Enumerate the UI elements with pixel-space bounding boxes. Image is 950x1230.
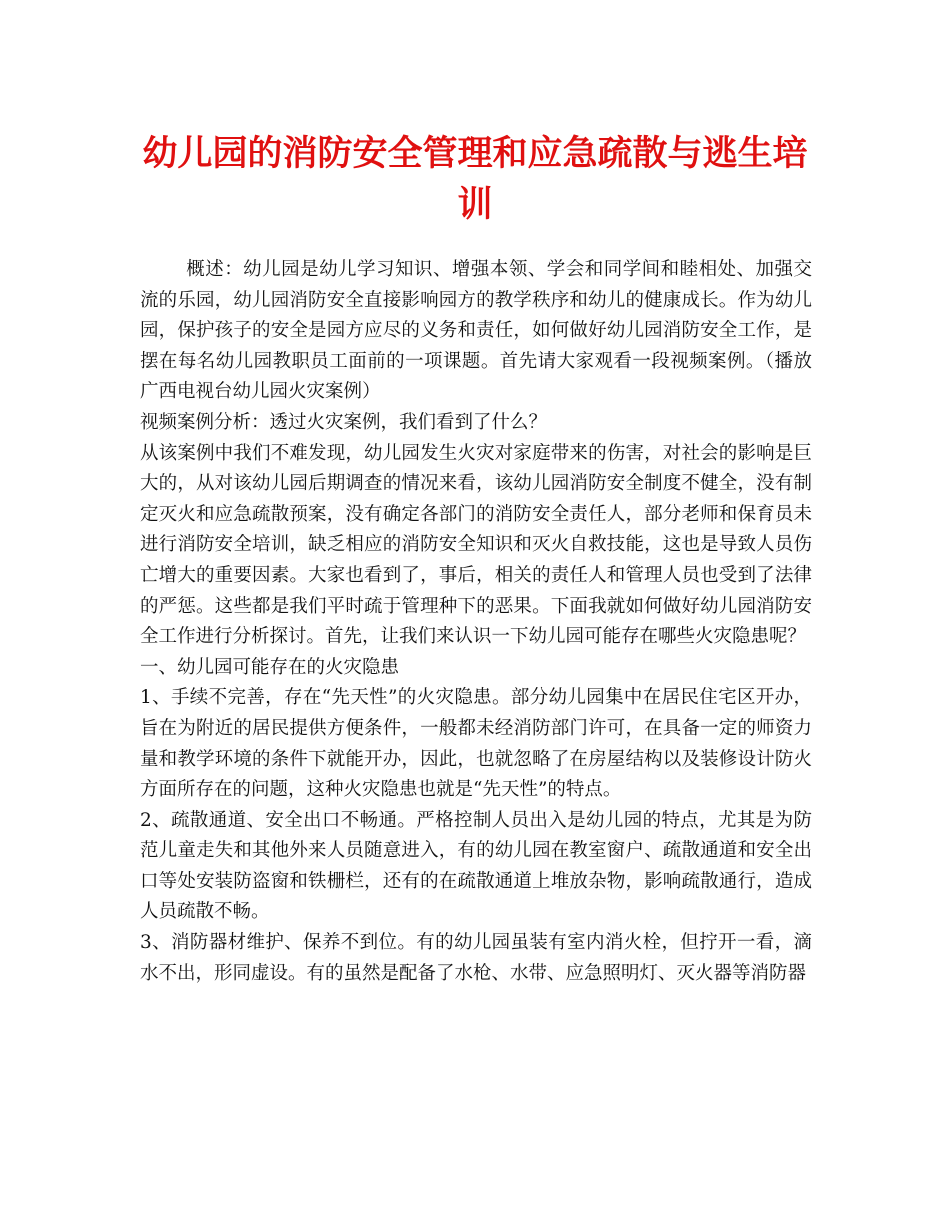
document-title: 幼儿园的消防安全管理和应急疏散与逃生培训 [142,133,808,225]
hazard-item-2: 2、疏散通道、安全出口不畅通。严格控制人员出入是幼儿园的特点，尤其是为防范儿童走失和其他外来人员随意进入，有的幼儿园在教室窗户、疏散通道和安全出口等处安装防盗窗和铁栅栏，还有的在疏散通道上堆放杂物，影响疏散通行，造成人员疏散不畅。 [140,809,812,923]
overview-paragraph: 概述：幼儿园是幼儿学习知识、增强本领、学会和同学间和睦相处、加强交流的乐园，幼儿园消防安全直接影响园方的教学秩序和幼儿的健康成长。作为幼儿园，保护孩子的安全是园方应尽的义务和责任，如何做好幼儿园消防安全工作，是摆在每名幼儿园教职员工面前的一项课题。首先请大家观看一段视频案例。（播放广西电视台幼儿园火灾案例） [140,259,812,403]
case-analysis-paragraph: 从该案例中我们不难发现，幼儿园发生火灾对家庭带来的伤害，对社会的影响是巨大的，从对该幼儿园后期调查的情况来看，该幼儿园消防安全制度不健全，没有制定灭火和应急疏散预案，没有确定各部门的消防安全责任人，部分老师和保育员未进行消防安全培训，缺乏相应的消防安全知识和灭火自救技能，这也是导致人员伤亡增大的重要因素。大家也看到了，事后，相关的责任人和管理人员也受到了法律的严惩。这些都是我们平时疏于管理种下的恶果。下面我就如何做好幼儿园消防安全工作进行分析探讨。首先，让我们来认识一下幼儿园可能存在哪些火灾隐患呢？ [140,442,812,648]
hazard-item-1: 1、手续不完善，存在“先天性”的火灾隐患。部分幼儿园集中在居民住宅区开办，旨在为附近的居民提供方便条件，一般都未经消防部门许可，在具备一定的师资力量和教学环境的条件下就能开办，因此，也就忽略了在房屋结构以及装修设计防火方面所存在的问题，这种火灾隐患也就是“先天性”的特点。 [140,687,812,801]
section-heading: 一、幼儿园可能存在的火灾隐患 [140,656,400,678]
hazard-item-3: 3、消防器材维护、保养不到位。有的幼儿园虽装有室内消火栓，但拧开一看，滴水不出，形同虚设。有的虽然是配备了水枪、水带、应急照明灯、灭火器等消防器 [140,932,812,984]
video-analysis-paragraph: 视频案例分析：透过火灾案例，我们看到了什么？ [140,411,548,433]
document-body [140,255,812,989]
